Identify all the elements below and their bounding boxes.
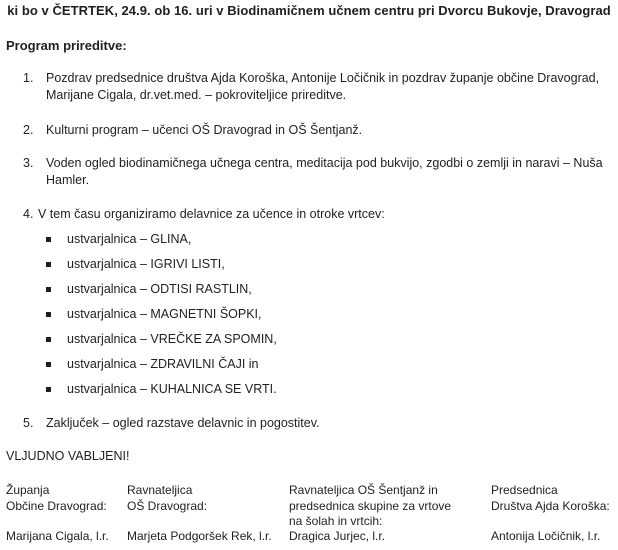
workshop-text: ustvarjalnica – ODTISI RASTLIN, [67,282,252,296]
program-item [23,206,613,223]
bullet-icon [46,362,51,367]
item-number: 4. [23,207,34,221]
signatory-institution: Društva Ajda Koroška: [491,498,610,513]
signatory-block [491,483,610,514]
item-number: 2. [23,123,34,137]
signatory-block [6,483,107,514]
event-header: ki bo v ČETRTEK, 24.9. ob 16. uri v Biodinamičnem učnem centru pri Dvorcu Bukovje, Dravograd [7,3,611,18]
signatory-role: Ravnateljica OŠ Šentjanž in [289,483,438,497]
workshop-text: ustvarjalnica – VREČKE ZA SPOMIN, [67,332,277,346]
signatory-institution-cont: na šolah in vrtcih: [289,514,383,528]
signatory-name: Antonija Ločičnik, l.r. [491,529,601,543]
workshop-text: ustvarjalnica – KUHALNICA SE VRTI. [67,382,277,396]
item-text: Pozdrav predsednice društva Ajda Koroška, Antonije Ločičnik in pozdrav županje občine Dravograd, Marijane Cigala, dr.vet.med. – pokroviteljice prireditve. [46,71,600,102]
item-number: 5. [23,416,34,430]
program-item [23,415,613,432]
closing-line: VLJUDNO VABLJENI! [6,449,130,463]
item-text: V tem času organiziramo delavnice za učence in otroke vrtcev: [38,207,385,221]
signatory-block [289,483,451,530]
bullet-icon [46,337,51,342]
bullet-icon [46,262,51,267]
signatory-role: Županja [6,483,50,497]
workshop-text: ustvarjalnica – MAGNETNI ŠOPKI, [67,307,262,321]
signatory-block [127,483,207,514]
signatory-institution: OŠ Dravograd: [127,498,208,513]
program-item [23,70,613,104]
bullet-icon [46,387,51,392]
item-number: 1. [23,71,34,85]
signatory-institution: predsednica skupine za vrtove [289,498,452,513]
signatory-institution: Občine Dravograd: [6,498,107,513]
item-text: Kulturni program – učenci OŠ Dravograd in OŠ Šentjanž. [46,123,363,137]
bullet-icon [46,287,51,292]
workshop-text: ustvarjalnica – GLINA, [67,232,192,246]
signatory-name: Dragica Jurjec, l.r. [289,529,386,543]
workshop-text: ustvarjalnica – IGRIVI LISTI, [67,257,225,271]
bullet-icon [46,237,51,242]
signatory-role: Predsednica [491,483,558,497]
signatory-role: Ravnateljica [127,483,193,497]
item-number: 3. [23,156,34,170]
program-item [23,122,613,139]
workshop-text: ustvarjalnica – ZDRAVILNI ČAJI in [67,357,259,371]
program-title: Program prireditve: [6,38,127,53]
signatory-name: Marijana Cigala, l.r. [6,529,109,543]
item-text: Zaključek – ogled razstave delavnic in pogostitev. [46,416,320,430]
signatory-name: Marjeta Podgoršek Rek, l.r. [127,529,272,543]
program-item [23,155,613,189]
bullet-icon [46,312,51,317]
item-text: Voden ogled biodinamičnega učnega centra, meditacija pod bukvijo, zgodbi o zemlji in naravi – Nuša Hamler. [46,156,603,187]
